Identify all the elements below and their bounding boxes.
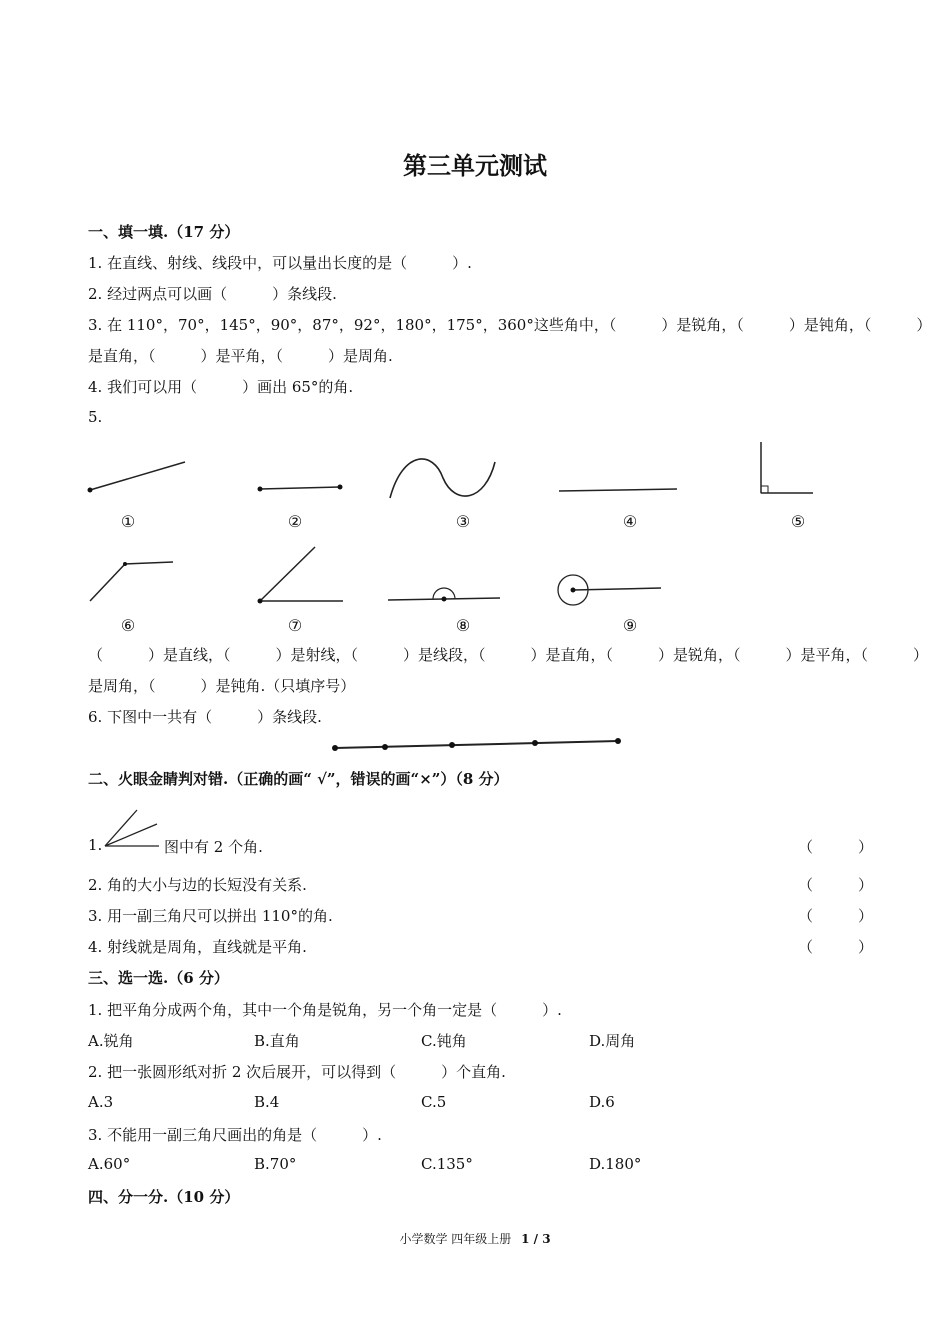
figure-5-right-angle bbox=[755, 440, 817, 498]
question-1-4: 4. 我们可以用（ ）画出 65°的角. bbox=[88, 378, 354, 396]
judge-2-text: 2. 角的大小与边的长短没有关系. bbox=[88, 876, 307, 894]
figure-label: ① bbox=[120, 512, 136, 531]
figure-6-obtuse-angle bbox=[85, 555, 177, 605]
choice-3-option-b: B.70° bbox=[254, 1155, 297, 1173]
section-4-heading: 四、分一分.（10 分） bbox=[88, 1188, 240, 1206]
page-number: 1 / 3 bbox=[521, 1232, 551, 1246]
question-1-3-line1: 3. 在 110°，70°，145°，90°，87°，92°，180°，175°，360°这些角中，（ ）是锐角，（ ）是钝角，（ ） bbox=[88, 316, 932, 334]
question-1-5-answer-line1: （ ）是直线，（ ）是射线，（ ）是线段，（ ）是直角，（ ）是锐角，（ ）是平角，（ ） bbox=[88, 646, 929, 664]
figure-label: ⑦ bbox=[287, 616, 303, 635]
figure-label: ③ bbox=[455, 512, 471, 531]
choice-3-option-a: A.60° bbox=[88, 1155, 131, 1173]
choice-2-stem: 2. 把一张圆形纸对折 2 次后展开，可以得到（ ）个直角. bbox=[88, 1063, 506, 1081]
figure-9-full-angle bbox=[555, 572, 665, 610]
choice-1-option-a: A.锐角 bbox=[88, 1032, 134, 1050]
figure-4-line bbox=[555, 482, 680, 496]
choice-2-option-a: A.3 bbox=[88, 1093, 114, 1111]
figure-8-straight-angle bbox=[385, 580, 503, 606]
question-1-5: 5. bbox=[88, 408, 103, 426]
figure-label: ⑤ bbox=[790, 512, 806, 531]
judge-4-text: 4. 射线就是周角，直线就是平角. bbox=[88, 938, 307, 956]
choice-1-option-b: B.直角 bbox=[254, 1032, 300, 1050]
judge-3-text: 3. 用一副三角尺可以拼出 110°的角. bbox=[88, 907, 333, 925]
figure-label: ⑥ bbox=[120, 616, 136, 635]
figure-7-acute-angle bbox=[255, 543, 347, 605]
section-2-heading: 二、火眼金睛判对错.（正确的画“ √”，错误的画“×”）（8 分） bbox=[88, 770, 509, 788]
choice-3-stem: 3. 不能用一副三角尺画出的角是（ ）. bbox=[88, 1126, 382, 1144]
judge-3-blank: （ ） bbox=[798, 907, 874, 925]
segment-count-figure bbox=[330, 734, 625, 754]
choice-1-option-c: C.钝角 bbox=[421, 1032, 467, 1050]
footer-course: 小学数学 四年级上册 bbox=[399, 1232, 512, 1246]
figure-label: ⑨ bbox=[622, 616, 638, 635]
section-3-heading: 三、选一选.（6 分） bbox=[88, 969, 229, 987]
choice-3-option-d: D.180° bbox=[589, 1155, 642, 1173]
figure-label: ⑧ bbox=[455, 616, 471, 635]
figure-label: ② bbox=[287, 512, 303, 531]
section-1-heading: 一、填一填.（17 分） bbox=[88, 223, 240, 241]
page-footer bbox=[0, 1230, 950, 1247]
figure-label: ④ bbox=[622, 512, 638, 531]
judge-1-angle-figure bbox=[102, 806, 160, 850]
judge-2-blank: （ ） bbox=[798, 876, 874, 894]
question-1-6: 6. 下图中一共有（ ）条线段. bbox=[88, 708, 322, 726]
question-1-1: 1. 在直线、射线、线段中，可以量出长度的是（ ）. bbox=[88, 254, 472, 272]
choice-2-option-d: D.6 bbox=[589, 1093, 615, 1111]
figure-1-ray bbox=[85, 448, 190, 498]
page-title: 第三单元测试 bbox=[403, 151, 547, 180]
question-1-2: 2. 经过两点可以画（ ）条线段. bbox=[88, 285, 337, 303]
choice-3-option-c: C.135° bbox=[421, 1155, 473, 1173]
choice-2-option-b: B.4 bbox=[254, 1093, 280, 1111]
question-1-3-line2: 是直角，（ ）是平角，（ ）是周角. bbox=[88, 347, 393, 365]
figure-2-segment bbox=[255, 478, 350, 498]
choice-2-option-c: C.5 bbox=[421, 1093, 447, 1111]
judge-1-text: 图中有 2 个角. bbox=[164, 838, 263, 856]
judge-4-blank: （ ） bbox=[798, 938, 874, 956]
choice-1-option-d: D.周角 bbox=[589, 1032, 636, 1050]
choice-1-stem: 1. 把平角分成两个角，其中一个角是锐角，另一个角一定是（ ）. bbox=[88, 1001, 562, 1019]
figure-3-curve bbox=[385, 452, 500, 502]
judge-1-blank: （ ） bbox=[798, 838, 874, 856]
judge-1-number: 1. bbox=[88, 836, 103, 854]
question-1-5-answer-line2: 是周角，（ ）是钝角.（只填序号） bbox=[88, 677, 356, 695]
